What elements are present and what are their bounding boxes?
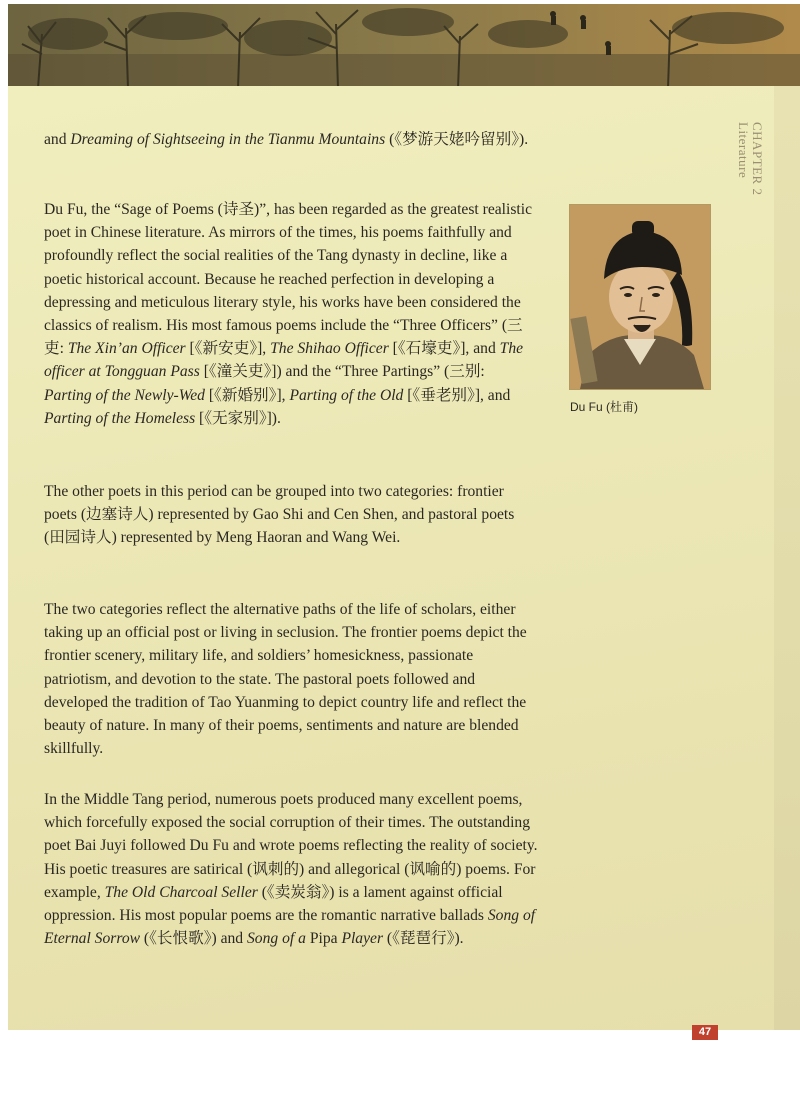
page-number-badge: 47 [692, 1025, 718, 1040]
chapter-running-header [736, 122, 764, 195]
page-edge-strip [774, 86, 800, 1030]
chapter-label: CHAPTER 2 [750, 122, 765, 196]
du-fu-portrait-image [569, 204, 711, 390]
section-label: Literature [736, 122, 751, 179]
paragraph-2: Du Fu, the “Sage of Poems (诗圣)”, has been regarded as the greatest realistic poet in Chinese literature. As mirrors of the times, his poems faithfully and profoundly reflect the social realities of the Tang dynasty in decline, like a poetic historical account. Because he reached perfection in developing a depressing and meticulous literary style, his works have been considered the classics of realism. His most famous poems include the “Three Officers” (三吏: The Xin’an Officer [《新安吏》], The Shihao Officer [《石壕吏》], and The officer at Tongguan Pass [《潼关吏》]) and the “Three Partings” (三别: Parting of the Newly-Wed [《新婚别》], Parting of the Old [《垂老别》], and Parting of the Homeless [《无家别》]). [44, 201, 533, 427]
header-painting-banner [8, 4, 800, 88]
paragraph-5: In the Middle Tang period, numerous poets produced many excellent poems, which forcefully exposed the social corruption of their times. The outstanding poet Bai Juyi followed Du Fu and wrote poems reflecting the reality of society. His poetic treasures are satirical (讽刺的) and allegorical (讽喻的) poems. For example, The Old Charcoal Seller (《卖炭翁》) is a lament against official oppression. His most popular poems are the romantic narrative ballads Song of Eternal Sorrow (《长恨歌》) and Song of a Pipa Player (《琵琶行》). [44, 791, 538, 948]
paragraph-4: The two categories reflect the alternative paths of the life of scholars, either taking up an official post or living in seclusion. The frontier poems depict the frontier scenery, military life, and soldiers’ homesickness, passionate patriotism, and devotion to the state. The pastoral poets followed and developed the tradition of Tao Yuanming to depict country life and reflect the beauty of nature. In many of their poems, sentiments and nature are blended skillfully. [44, 601, 527, 758]
landscape-painting-image [8, 4, 800, 88]
figure-caption: Du Fu (杜甫) [570, 400, 639, 414]
paragraph-3: The other poets in this period can be grouped into two categories: frontier poets (边塞诗人) represented by Gao Shi and Cen Shen, and pastoral poets (田园诗人) represented by Meng Haoran and Wang Wei. [44, 483, 515, 547]
paragraph-1: and Dreaming of Sightseeing in the Tianmu Mountains (《梦游天姥吟留别》). [44, 131, 529, 148]
